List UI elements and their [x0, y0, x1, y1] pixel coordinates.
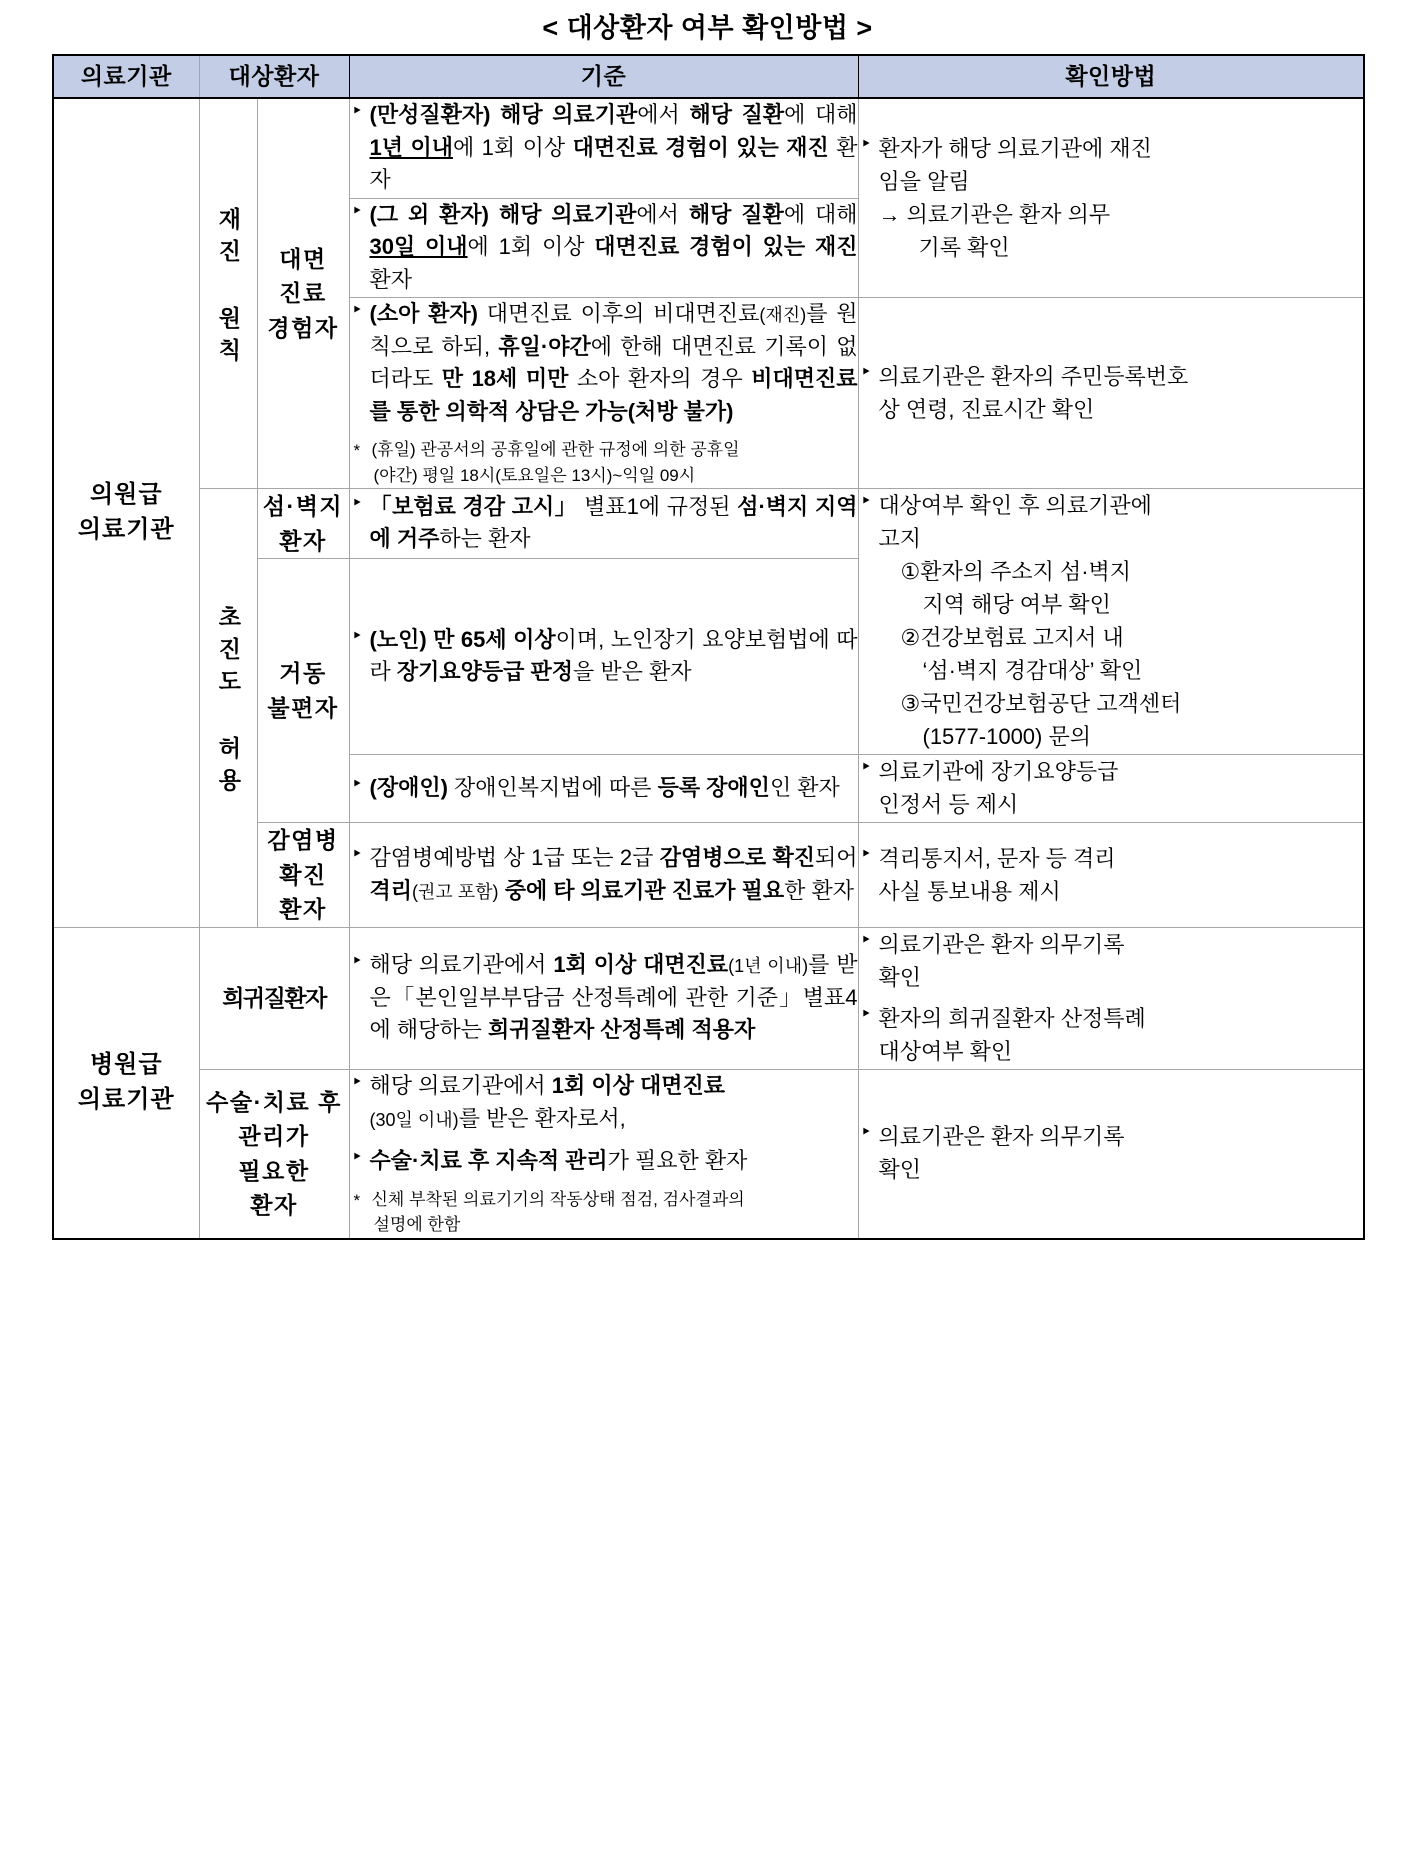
target-mobility-line2: 불편자	[267, 694, 339, 721]
island-verify-l5: ②건강보험료 고지서 내	[900, 625, 1124, 651]
chronic-p9: 이상	[522, 134, 566, 160]
institution-clinic-line2: 의료기관	[77, 515, 175, 543]
criteria-pediatric-text	[350, 298, 858, 428]
eld-p3: 요양보험법에 따라	[369, 626, 858, 685]
criteria-postop-text1	[350, 1070, 858, 1135]
criteria-other-text	[350, 199, 858, 297]
header-target-patient: 대상환자	[199, 55, 349, 98]
institution-hospital-line1: 병원급	[89, 1050, 163, 1078]
post-p3: (30일 이내)	[369, 1109, 459, 1130]
criteria-pediatric-note	[350, 437, 858, 488]
rare-verify-l4: 대상여부 확인	[878, 1038, 1013, 1064]
cell-criteria-elderly	[349, 559, 858, 755]
post-p1: 해당 의료기관에서	[369, 1072, 546, 1098]
island-verify-l8: (1577-1000) 문의	[922, 724, 1091, 750]
cell-criteria-postop	[349, 1069, 858, 1238]
post-note-l2: 설명에 한함	[373, 1215, 461, 1235]
cell-criteria-island	[349, 489, 858, 559]
dis-p2: 장애인복지법에 따른	[454, 775, 652, 801]
cell-target-infectious	[257, 823, 349, 928]
other-p7: 30일 이내	[369, 234, 468, 260]
ped-p8: 만 18세 미만	[441, 366, 569, 392]
cell-criteria-other	[349, 198, 858, 298]
chronic-p5: 해당 질환	[689, 102, 785, 127]
other-p10: 대면진료 경험이 있는 재진	[594, 234, 858, 260]
criteria-island-text	[350, 491, 858, 556]
post-note-l1: 신체 부착된 의료기기의 작동상태 점검, 검사결과의	[371, 1189, 745, 1209]
target-infectious-line2: 확진	[279, 861, 327, 888]
verify-pediatric-text	[859, 360, 1364, 426]
other-p4: 에서	[636, 201, 679, 227]
inf-verify-l1: 격리통지서, 문자 등 격리	[878, 845, 1116, 871]
target-island-line1: 섬·벽지	[262, 493, 344, 520]
cell-verify-rare	[858, 927, 1364, 1069]
island-verify-l2: 고지	[878, 526, 922, 552]
inf-p1: 감염병예방법 상 1급 또는 2급	[369, 845, 654, 871]
criteria-postop-note	[350, 1187, 858, 1238]
post-p2: 1회 이상 대면진료	[551, 1072, 725, 1098]
header-criteria: 기준	[349, 55, 858, 98]
other-p3: 의료기관	[551, 201, 637, 227]
criteria-rare-text	[350, 949, 858, 1047]
post-p6: 가 필요한 환자	[607, 1148, 748, 1174]
other-p8: 에 1회	[467, 234, 533, 260]
target-postop-line1: 수술·치료 후	[206, 1088, 342, 1115]
ped-note-l2: (야간) 평일 18시(토요일은 13시)~익일 09시	[373, 465, 696, 485]
verify-postop-text	[859, 1120, 1364, 1186]
criteria-disabled-text	[350, 772, 858, 805]
table-row-rare	[53, 927, 1364, 1069]
chronic-p1: (만성질환자)	[369, 102, 491, 127]
ped-p7: 대면진료 기록이 없더라도	[369, 333, 858, 392]
cell-verify-postop	[858, 1069, 1364, 1238]
chronic-p7: 1년 이내	[369, 134, 453, 160]
chronic-p2: 해당	[500, 102, 543, 127]
island-verify-l7: ③국민건강보험공단 고객센터	[900, 691, 1182, 717]
island-p2: 별표1에 규정된	[584, 493, 731, 519]
ped-p4: 를 원칙으로 하되,	[369, 301, 858, 359]
rare-p3: (1년 이내)	[728, 956, 809, 977]
ped-p2: 대면진료 이후의 비대면진료	[486, 301, 760, 327]
rare-p2: 1회 이상 대면진료	[553, 952, 729, 978]
cell-criteria-chronic	[349, 98, 858, 198]
header-verification: 확인방법	[858, 55, 1364, 98]
rare-verify-l3: 환자의 희귀질환자 산정특례	[878, 1005, 1146, 1031]
criteria-infectious-text	[350, 842, 858, 907]
eld-verify-l2: 인정서 등 제시	[878, 792, 1019, 818]
eld-p1: (노인) 만 65세 이상	[369, 626, 556, 652]
verify-elderly-text	[859, 755, 1364, 821]
eld-p2: 이며, 노인장기	[555, 626, 696, 652]
verify-revisit-text	[859, 132, 1364, 264]
ped-p3: (재진)	[759, 305, 807, 326]
rare-verify-l2: 확인	[878, 964, 922, 990]
post-p5: 수술·치료 후 지속적 관리	[369, 1148, 608, 1174]
ped-p1: (소아 환자)	[369, 301, 478, 327]
dis-p3: 등록 장애인	[657, 775, 770, 801]
target-inperson-line1: 대면	[279, 245, 327, 272]
island-verify-l6: ‘섬·벽지 경감대상’ 확인	[922, 658, 1143, 684]
cell-criteria-infectious	[349, 823, 858, 928]
criteria-elderly-text	[350, 624, 858, 689]
cell-target-rare	[199, 927, 349, 1069]
criteria-table	[52, 54, 1365, 1240]
chronic-p4: 에서	[637, 102, 680, 127]
ped-verify-l1: 의료기관은 환자의 주민등록번호	[878, 363, 1189, 389]
ped-p5: 휴일·야간	[498, 333, 591, 359]
target-postop-line3: 필요한	[238, 1157, 310, 1184]
cell-criteria-disabled	[349, 755, 858, 823]
target-infectious-line1: 감염병	[267, 827, 339, 854]
target-rare-label: 희귀질환자	[222, 985, 326, 1012]
other-p5: 해당 질환	[688, 201, 784, 227]
cell-principle-revisit	[199, 98, 257, 489]
island-p3: 섬·벽지 지역에 거주	[369, 493, 858, 552]
table-row-island	[53, 489, 1364, 559]
cell-criteria-rare	[349, 927, 858, 1069]
cell-target-mobility	[257, 559, 349, 823]
inf-p4: 격리	[369, 877, 413, 903]
criteria-postop-text2	[350, 1145, 858, 1178]
table-row-chronic	[53, 98, 1364, 198]
island-verify-l3: ①환자의 주소지 섬·벽지	[900, 559, 1132, 585]
target-postop-line4: 환자	[250, 1192, 298, 1219]
chronic-p3: 의료기관	[552, 102, 638, 127]
other-verify-l4: 기록 확인	[918, 234, 1010, 260]
chronic-p8: 에 1회	[452, 134, 516, 160]
other-verify-l3: → 의료기관은 환자 의무	[878, 201, 1111, 227]
other-p2: 해당	[498, 201, 542, 227]
institution-hospital-line2: 의료기관	[77, 1085, 175, 1113]
chronic-p11: 환자	[369, 134, 858, 193]
ped-p9: 소아 환자의 경우	[576, 366, 743, 392]
criteria-chronic-text	[350, 99, 858, 197]
ped-p6: 에 한해	[590, 333, 663, 359]
cell-target-island	[257, 489, 349, 559]
cell-verify-revisit	[858, 98, 1364, 298]
other-verify-l2: 임을 알림	[878, 168, 970, 194]
other-p1: (그 외 환자)	[369, 201, 490, 227]
verify-island-text	[859, 489, 1364, 753]
target-inperson-line2: 진료	[279, 280, 327, 307]
verify-rare-text1	[859, 928, 1364, 994]
chronic-p10: 대면진료 경험이 있는 재진	[572, 134, 829, 160]
target-postop-line2: 관리가	[238, 1123, 310, 1150]
post-verify-l2: 확인	[878, 1157, 922, 1183]
inf-p6: 중에 타 의료기관 진료가 필요	[504, 877, 785, 903]
inf-verify-l2: 사실 통보내용 제시	[878, 878, 1061, 904]
target-island-line2: 환자	[279, 527, 327, 554]
ped-verify-l2: 상 연령, 진료시간 확인	[878, 396, 1095, 422]
inf-p2: 감염병으로 확진	[659, 845, 815, 871]
rare-p1: 해당 의료기관에서	[369, 952, 547, 978]
cell-criteria-pediatric	[349, 298, 858, 489]
ped-note-l1: (휴일) 관공서의 공휴일에 관한 규정에 의한 공휴일	[371, 440, 740, 460]
verify-rare-text2	[859, 1002, 1364, 1068]
rare-p5: 희귀질환자 산정특례 적용자	[488, 1017, 756, 1043]
ped-p10: 비대면진료를 통한 의학적 상담은 가능(처방 불가)	[369, 366, 858, 424]
institution-clinic-line1: 의원급	[89, 481, 163, 509]
cell-institution-clinic	[53, 98, 199, 927]
inf-p5: (권고 포함)	[412, 881, 499, 902]
table-header-row	[53, 55, 1364, 98]
header-institution: 의료기관	[53, 55, 199, 98]
other-p9: 이상	[541, 234, 585, 260]
post-verify-l1: 의료기관은 환자 의무기록	[878, 1124, 1125, 1150]
inf-p3: 되어	[814, 845, 858, 871]
target-mobility-line1: 거동	[279, 660, 327, 687]
rare-verify-l1: 의료기관은 환자 의무기록	[878, 931, 1125, 957]
principle-revisit-label: 재진 원칙	[215, 206, 242, 370]
cell-institution-hospital	[53, 927, 199, 1238]
other-p11: 환자	[369, 266, 413, 292]
dis-p1: (장애인)	[369, 775, 448, 801]
eld-p4: 장기요양등급 판정	[396, 659, 574, 685]
eld-verify-l1: 의료기관에 장기요양등급	[878, 759, 1119, 785]
island-verify-l4: 지역 해당 여부 확인	[922, 592, 1111, 618]
rare-p4: 를 받은「본인일부부담금 산정특례에 관한 기준」별표4에 해당하는	[369, 952, 858, 1043]
target-inperson-line3: 경험자	[267, 314, 339, 341]
cell-verify-elderly	[858, 755, 1364, 823]
principle-first-visit-label: 초진도 허용	[215, 605, 242, 801]
target-infectious-line3: 환자	[279, 896, 327, 923]
table-row-postop	[53, 1069, 1364, 1238]
chronic-p6: 에 대해	[784, 102, 858, 127]
cell-target-inperson-experienced	[257, 98, 349, 489]
cell-principle-first-visit	[199, 489, 257, 928]
island-verify-l1: 대상여부 확인 후 의료기관에	[878, 493, 1152, 519]
page-title: < 대상환자 여부 확인방법 >	[542, 13, 873, 43]
island-p1: 「보험료 경감 고시」	[369, 493, 578, 519]
verify-infectious-text	[859, 842, 1364, 908]
other-p6: 에 대해	[783, 201, 858, 227]
cell-verify-island	[858, 489, 1364, 755]
dis-p4: 인 환자	[769, 775, 840, 801]
cell-verify-pediatric	[858, 298, 1364, 489]
eld-p5: 을 받은 환자	[573, 659, 692, 685]
cell-target-postop	[199, 1069, 349, 1238]
other-verify-l1: 환자가 해당 의료기관에 재진	[878, 135, 1152, 161]
post-p4: 를 받은 환자로서,	[458, 1105, 626, 1131]
island-p4: 하는 환자	[439, 526, 531, 552]
cell-verify-infectious	[858, 823, 1364, 928]
inf-p7: 한 환자	[784, 877, 855, 903]
